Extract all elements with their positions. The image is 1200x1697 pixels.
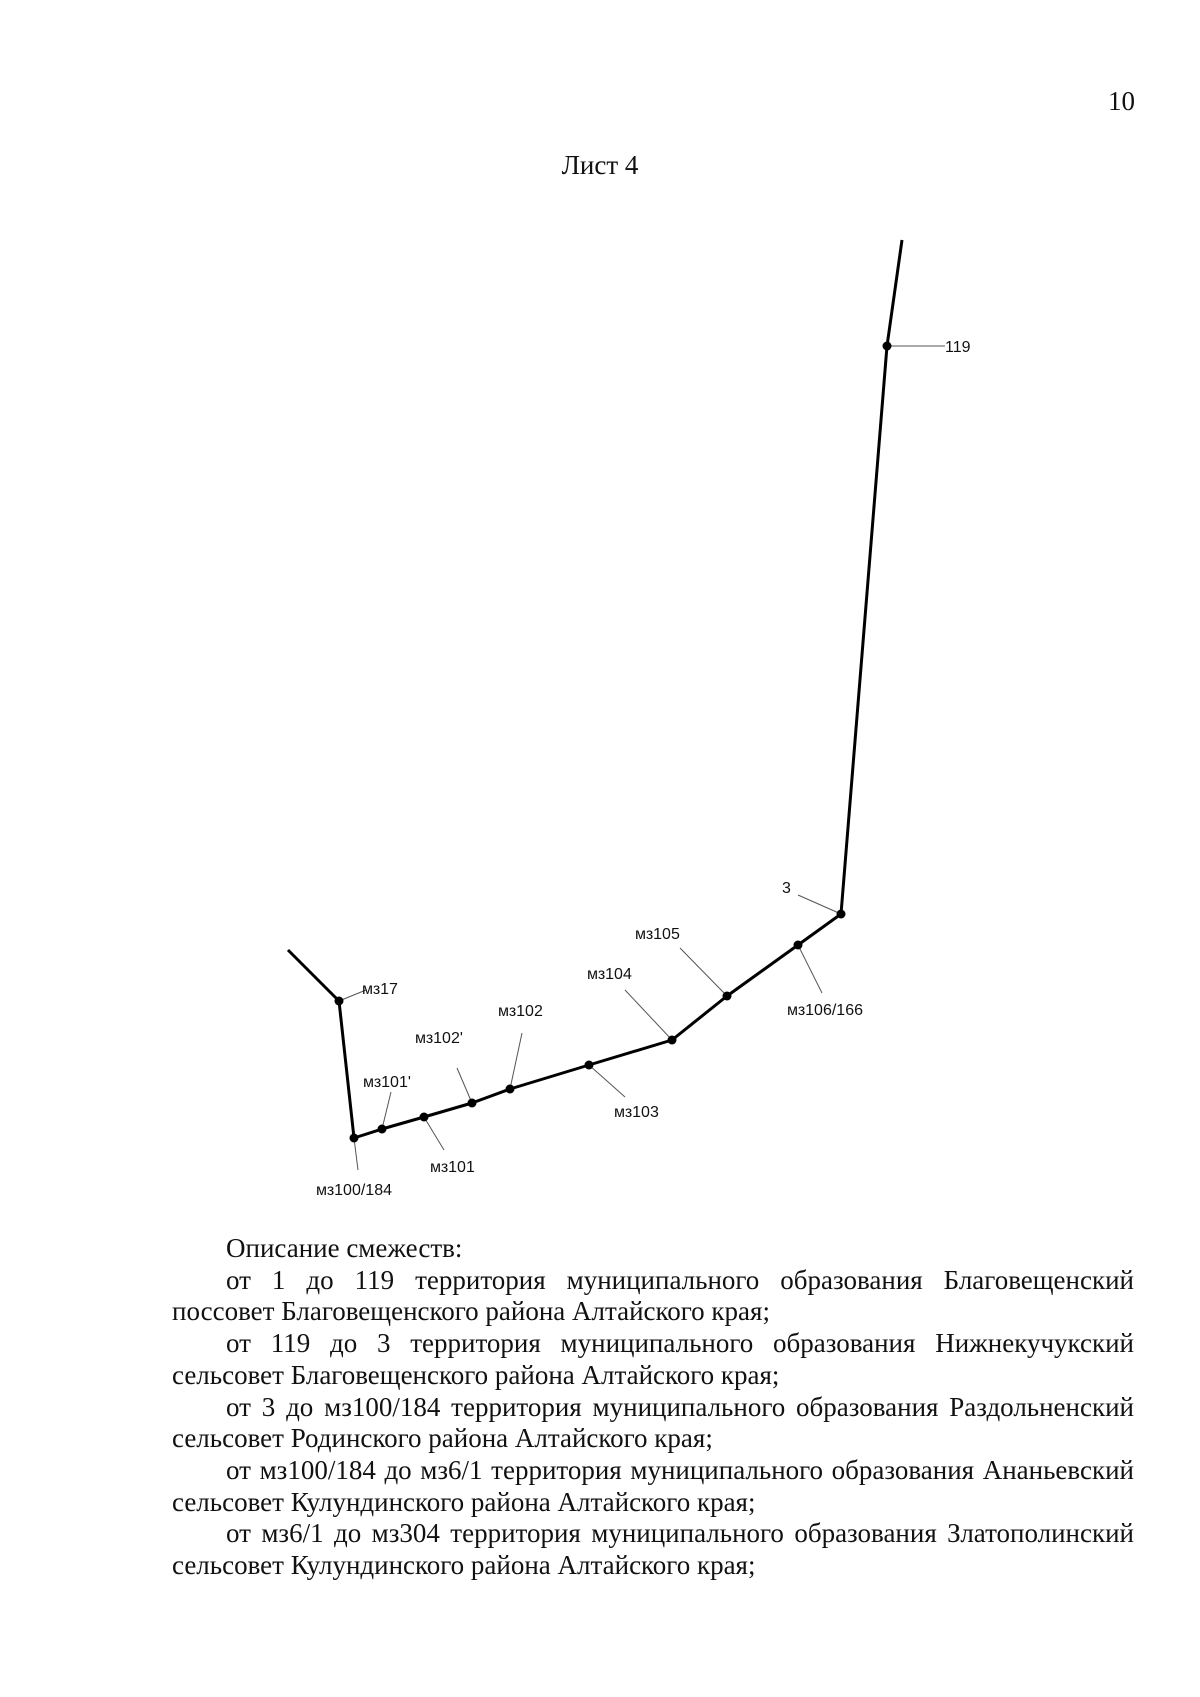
vertex-mz101	[420, 1113, 429, 1122]
leader-mz102p	[457, 1068, 472, 1103]
vertex-mz102p	[468, 1099, 477, 1108]
label-mz103: мз103	[614, 1104, 659, 1121]
leader-mz102	[510, 1033, 522, 1089]
vertex-mz104	[668, 1036, 677, 1045]
adjacency-description	[172, 1233, 1134, 1582]
vertex-mz102	[506, 1085, 515, 1094]
leader-mz101p	[382, 1092, 391, 1129]
adjacency-entry: от 1 до 119 территория муниципального образования Благовещенский поссовет Благовещенского района Алтайского края;	[172, 1264, 1134, 1327]
adjacency-entry: от мз6/1 до мз304 территория муниципального образования Златополинский сельсовет Кулундинского района Алтайского края;	[172, 1518, 1134, 1581]
leader-mz101	[424, 1117, 444, 1150]
label-mz17: мз17	[362, 981, 398, 998]
label-mz102p: мз102'	[415, 1030, 463, 1047]
vertex-mz105	[723, 992, 732, 1001]
leader-mz103	[589, 1065, 625, 1097]
label-3: 3	[782, 880, 791, 897]
label-mz102: мз102	[498, 1003, 543, 1020]
leader-mz106-166	[798, 945, 822, 993]
page-number: 10	[1108, 86, 1135, 116]
description-heading: Описание смежеств:	[226, 1233, 463, 1263]
vertex-mz100-184	[350, 1134, 359, 1143]
adjacency-entry: от 119 до 3 территория муниципального образования Нижнекучукский сельсовет Благовещенского района Алтайского края;	[172, 1328, 1134, 1390]
adjacency-entry: от мз100/184 до мз6/1 территория муниципального образования Ананьевский сельсовет Кулундинского района Алтайского края;	[172, 1454, 1134, 1517]
leader-mz100-184	[354, 1138, 358, 1170]
vertex-3	[837, 910, 846, 919]
label-mz105: мз105	[635, 926, 680, 943]
label-mz106-166: мз106/166	[787, 1002, 863, 1019]
label-mz100-184: мз100/184	[316, 1182, 392, 1199]
vertex-mz106-166	[794, 941, 803, 950]
vertex-mz101p	[378, 1125, 387, 1134]
vertex-119	[883, 342, 892, 351]
vertex-mz103	[585, 1061, 594, 1070]
leader-3	[798, 895, 841, 914]
sheet-title: Лист 4	[561, 150, 639, 180]
label-mz104: мз104	[587, 966, 632, 983]
adjacency-entry: от 3 до мз100/184 территория муниципального образования Раздольненский сельсовет Родинского района Алтайского края;	[172, 1391, 1134, 1454]
label-mz101p: мз101'	[363, 1074, 411, 1091]
leader-mz104	[625, 990, 672, 1040]
label-mz101: мз101	[430, 1159, 475, 1176]
label-119: 119	[945, 339, 971, 356]
vertex-mz17	[335, 997, 344, 1006]
leader-mz105	[680, 948, 727, 996]
